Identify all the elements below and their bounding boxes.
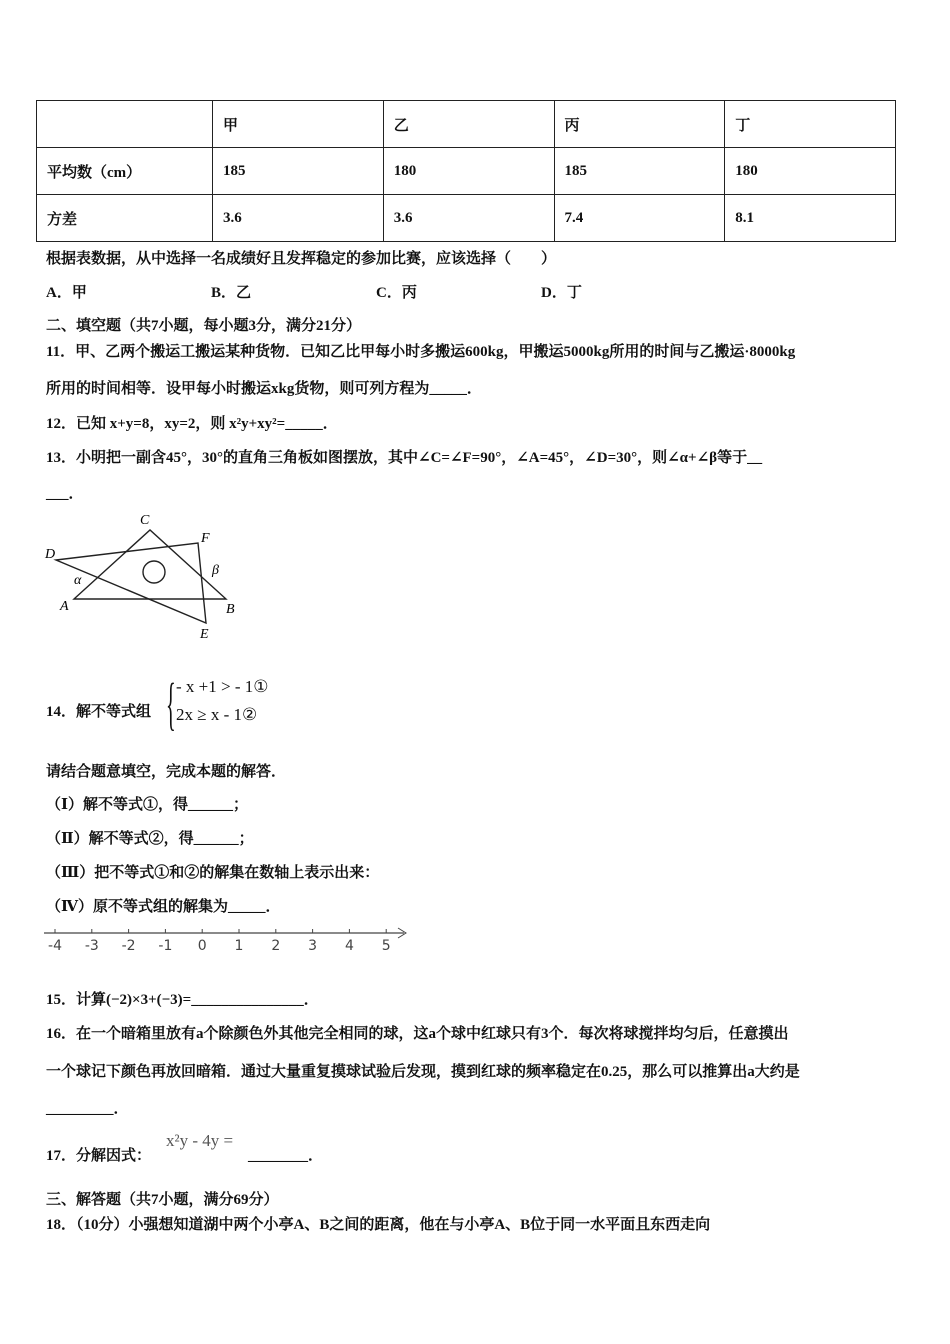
label-alpha: α (74, 573, 82, 588)
table-cell: 平均数（cm） (37, 148, 213, 195)
q10-option-d: D．丁 (541, 285, 582, 301)
tick-label: 5 (381, 938, 391, 954)
tick-label: -2 (121, 938, 136, 954)
tick-label: -1 (158, 938, 173, 954)
table-cell: 3.6 (383, 195, 554, 242)
q10-option-a: A．甲 (46, 285, 87, 301)
q10-option-c: C．丙 (376, 285, 417, 301)
q10-stem: 根据表数据，从中选择一名成绩好且发挥稳定的参加比赛，应该选择（ ） (46, 251, 557, 267)
q14-step-2: （Ⅱ）解不等式②，得______； (46, 831, 254, 847)
q13-line1: 13．小明把一副含45°，30°的直角三角板如图摆放，其中∠C=∠F=90°，∠A=45°，∠D=30°，则∠α+∠β等于__ (46, 450, 763, 466)
table-cell: 3.6 (213, 195, 384, 242)
q14-label: 14．解不等式组 (46, 704, 152, 720)
q18: 18．（10分）小强想知道湖中两个小亭A、B之间的距离，他在与小亭A、B位于同一水平面且东西走向 (46, 1217, 711, 1233)
q14-step-4: （Ⅳ）原不等式组的解集为_____． (46, 899, 281, 915)
tick-label: 0 (197, 938, 207, 954)
tick-label: -4 (48, 938, 62, 954)
q11-line1: 11．甲、乙两个搬运工搬运某种货物．已知乙比甲每小时多搬运600kg，甲搬运5000kg所用的时间与乙搬运·8000kg (46, 344, 796, 360)
q14-step-3: （Ⅲ）把不等式①和②的解集在数轴上表示出来： (46, 865, 380, 881)
q17-label: 17．分解因式： (46, 1148, 152, 1164)
q14-intro: 请结合题意填空，完成本题的解答． (46, 764, 287, 780)
inequality-2: 2x ≥ x - 1② (176, 705, 258, 724)
label-d: D (45, 547, 56, 562)
table-cell: 7.4 (554, 195, 725, 242)
tick-label: 4 (344, 938, 354, 954)
q12: 12．已知 x+y=8，xy=2，则 x²y+xy²=_____． (46, 416, 338, 432)
q17-expression: x²y - 4y = (166, 1131, 234, 1150)
table-cell: 8.1 (725, 195, 896, 242)
table-cell: 方差 (37, 195, 213, 242)
q14-step-1: （Ⅰ）解不等式①，得______； (46, 797, 249, 813)
data-table (36, 100, 896, 242)
q13-line2: ___． (46, 486, 84, 502)
label-e: E (200, 627, 209, 642)
q16-line2: 一个球记下颜色再放回暗箱．通过大量重复摸球试验后发现，摸到红球的频率稳定在0.25，那么可以推算出a大约是 (46, 1064, 800, 1080)
table-cell: 180 (383, 148, 554, 195)
q16-line1: 16．在一个暗箱里放有a个除颜色外其他完全相同的球，这a个球中红球只有3个．每次将球搅拌均匀后，任意摸出 (46, 1026, 789, 1042)
table-cell: 185 (554, 148, 725, 195)
table-cell: 180 (725, 148, 896, 195)
tick-label: 2 (271, 938, 281, 954)
section-3-heading: 三、解答题（共7小题，满分69分） (46, 1192, 279, 1208)
tick-label: 3 (308, 938, 318, 954)
table-row (37, 195, 896, 242)
q11-line2: 所用的时间相等．设甲每小时搬运xkg货物，则可列方程为_____． (46, 381, 482, 397)
brace: { (166, 671, 176, 736)
table-cell: 185 (213, 148, 384, 195)
number-line (40, 922, 412, 956)
label-f: F (201, 531, 210, 546)
label-b: B (226, 602, 235, 617)
tick-label: 1 (234, 938, 244, 954)
q15: 15．计算(−2)×3+(−3)=_______________． (46, 992, 319, 1008)
q10-option-b: B．乙 (211, 285, 252, 301)
label-beta: β (212, 563, 219, 578)
table-cell: 乙 (383, 101, 554, 148)
table-row (37, 148, 896, 195)
table-cell: 丙 (554, 101, 725, 148)
q16-line3: _________． (46, 1101, 129, 1117)
inequality-1: - x +1 > - 1① (176, 677, 269, 696)
table-cell: 丁 (725, 101, 896, 148)
triangle-figure (40, 508, 250, 643)
tick-label: -3 (84, 938, 99, 954)
section-2-heading: 二、填空题（共7小题，每小题3分，满分21分） (46, 318, 362, 334)
label-a: A (60, 599, 69, 614)
q17-blank: ________． (248, 1148, 324, 1164)
table-cell (37, 101, 213, 148)
table-cell: 甲 (213, 101, 384, 148)
label-c: C (140, 513, 150, 528)
table-header-row (37, 101, 896, 148)
